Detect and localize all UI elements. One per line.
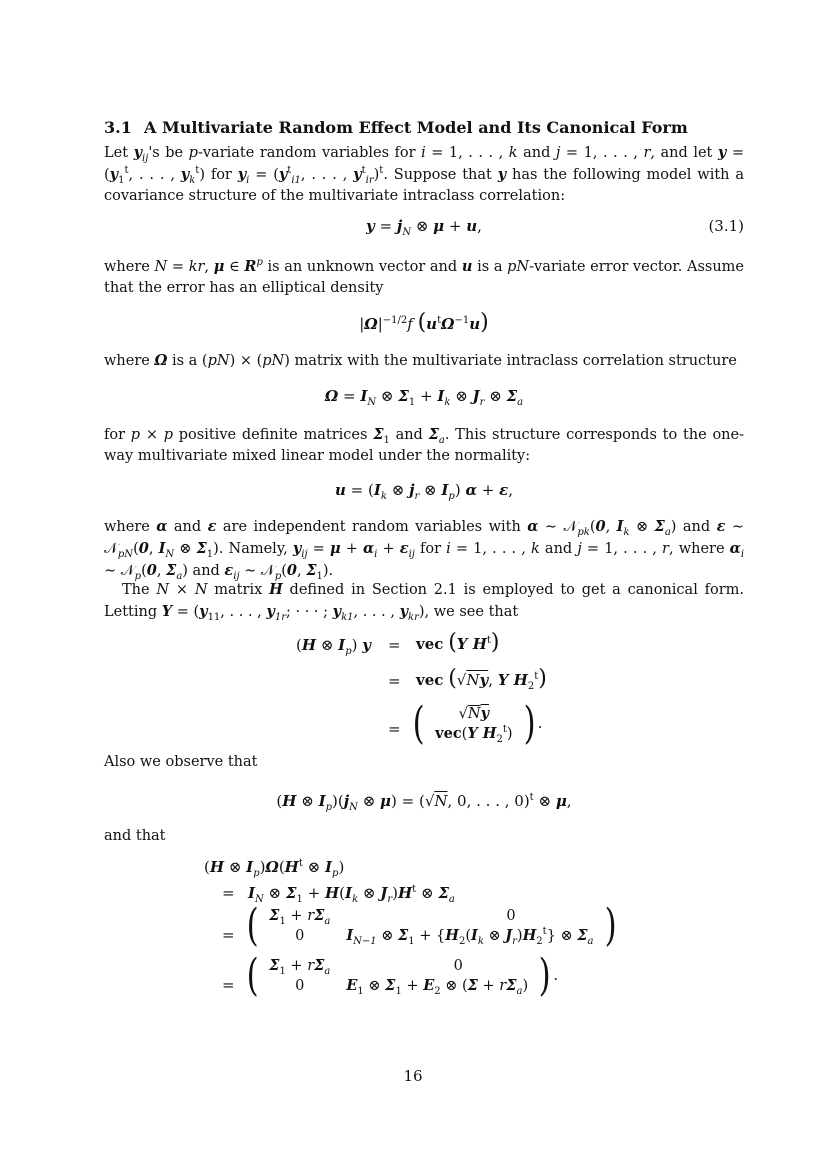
equation-omega-structure: $\Omega = I_N$ ⊗ $\Sigma_1 + I_k$ ⊗ $J_r$ ⊗ $\Sigma_a$: [324, 387, 524, 408]
section-number: 3.1: [104, 118, 132, 137]
paragraph-error-vector: where N = kr, μ ∈ $R^p$ is an unknown vector and u is a pN-variate error vector. Assume that the error has an elliptical density: [104, 257, 745, 296]
equation-number: (3.1): [708, 217, 744, 235]
paragraph-intro: Let $y_{ij}'s$ be p-variate random variables for i = 1, . . . , k and j = 1, . . . , r, and let $y = (y_1^t$, . . . , $y_k^t$) for $y_i = (y^t_{i1}$, . . . , $y^t_{ir})^t$. Suppose that y has the following model with a covariance structure of the multivariate intraclass correlation:: [104, 144, 744, 204]
paragraph-independent: where α and ε are independent random variables with α ∼ 𝒩$_{pk}$(0, $I_k$ ⊗ $\Sigma_a$) and ε ∼ 𝒩$_{pN}$(0, $I_N$ ⊗ $\Sigma_1$). Namely, $y_{ij} = \mu + \alpha_i + \varepsilon_{ij}$ for i = 1, . . . , k and j = 1, . . . , r, where $\alpha_i$ ∼ 𝒩$_p$(0, $\Sigma_a$) and $\varepsilon_{ij}$ ∼ 𝒩$_p$(0, $\Sigma_1$).: [104, 518, 745, 582]
equation-mean-canonical: (H ⊗ $I_p)(j_N$ ⊗ μ) = (√N, 0, . . . , 0)$^t$ ⊗ μ,: [276, 792, 572, 813]
paragraph-positive-definite: for p × p positive definite matrices $\Sigma_1$ and $\Sigma_a$. This structure corresponds to the one-way multivariate mixed linear model under the normality:: [104, 426, 744, 464]
paragraph-and-that: and that: [104, 828, 166, 844]
section-heading: [104, 117, 744, 138]
paragraph-observe: Also we observe that: [104, 754, 258, 770]
equation-vec-block: (H ⊗ $I_p$) y = vec (Y $H^t$) = vec ($√N\overline{y}$, Y $H_2^t$) = ( $√N\overline{y}$ vec(Y $H_2^t$) ) .: [296, 630, 547, 749]
equation-3-1: $y = j_N$ ⊗ μ + u, (3.1): [366, 217, 744, 238]
paragraph-canonical: The N × N matrix H defined in Section 2.1 is employed to get a canonical form. Letting $Y = (y_{11}$, . . . , $y_{1r}$; · · · ; $y_{k1}$, . . . , $y_{kr}$), we see that: [104, 581, 745, 623]
equation-mixed-model: $u = (I_k$ ⊗ $j_r$ ⊗ $I_p$) α + ε,: [334, 481, 514, 502]
section-title: A Multivariate Random Effect Model and Its Canonical Form: [144, 118, 688, 137]
paragraph-omega: where Ω is a (pN) × (pN) matrix with the multivariate intraclass correlation structure: [104, 352, 737, 369]
equation-elliptical-density: $|\Omega|^{-1/2}f$ $(u^t\Omega^{-1}u)$: [359, 310, 489, 335]
page-number: 16: [403, 1067, 423, 1085]
equation-covariance-block: (H ⊗ $I_p)\Omega(H^t$ ⊗ $I_p$) = $I_N$ ⊗ $\Sigma_1 + H(I_k$ ⊗ $J_r)H^t$ ⊗ $\Sigma_a$ = ( $\Sigma_1 + r\Sigma_a$ 0 0 $I_{N-1}$ ⊗ $\Sigma_1 + \{H_2(I_k$ ⊗ $J_r)H_2^t$} ⊗ $\Sigma_a$ ) = ( $\Sigma_1 + r\Sigma_a$ 0 0 $E_1$ ⊗ $\Sigma_1 + E_2$ ⊗ $(\Sigma + r\Sigma_a)$ ) .: [204, 858, 617, 1001]
